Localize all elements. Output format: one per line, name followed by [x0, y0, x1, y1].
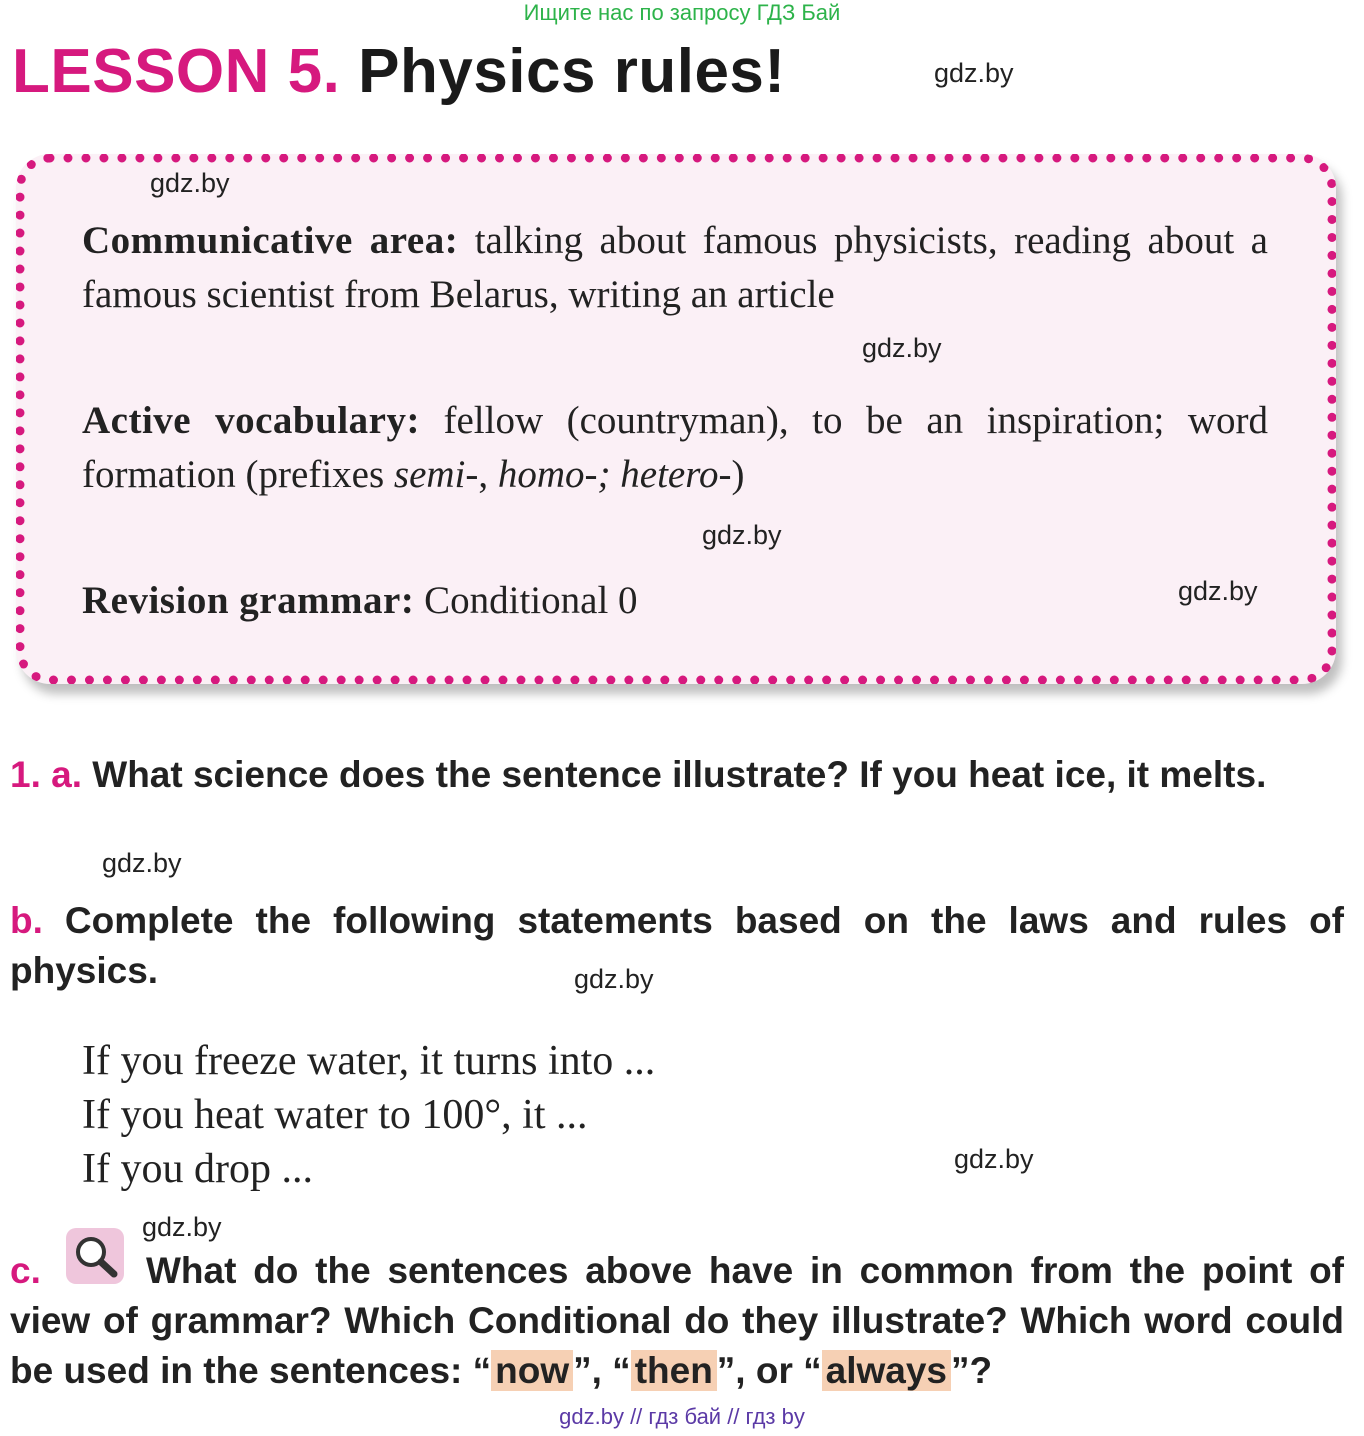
task-1c-text: What do the sentences above have in common from the point of view of grammar? Which Conditional do they illustrate? Which word could be used in the sentences: “ — [10, 1250, 1344, 1391]
footer-links[interactable]: gdz.by // гдз бай // гдз by — [559, 1404, 805, 1429]
sentence-1: If you freeze water, it turns into ... — [82, 1038, 656, 1084]
watermark: gdz.by — [702, 520, 782, 550]
task-1a — [10, 750, 1344, 800]
vocab-text: fellow (countryman), to be an inspiration; word formation (prefixes — [82, 399, 1268, 496]
revision-grammar — [82, 574, 1268, 628]
vocab-label: Active vocabulary: — [82, 399, 420, 442]
vocab-sep: , — [478, 453, 498, 496]
task-1a-text: What science does the sentence illustrate? If you heat ice, it melts. — [82, 754, 1267, 795]
communicative-area — [82, 214, 1268, 322]
vocab-sep — [611, 453, 621, 496]
task-1b-text: Complete the following statements based on the laws and rules of physics. — [10, 900, 1344, 991]
task-1a-mark: 1. a. — [10, 754, 82, 795]
task-1c-mark: c. — [10, 1250, 41, 1291]
sentence-3: If you drop ... — [82, 1146, 313, 1192]
vocab-homo: homo-; — [497, 453, 611, 496]
highlight-now: now — [491, 1350, 573, 1391]
task-1b — [10, 896, 1344, 996]
watermark: gdz.by — [1178, 576, 1258, 606]
vocab-end: -) — [718, 453, 745, 496]
highlight-always: always — [822, 1350, 951, 1391]
quote-end: ”? — [951, 1350, 993, 1391]
lesson-number: LESSON 5. — [12, 37, 341, 106]
top-banner[interactable]: Ищите нас по запросу ГДЗ Бай — [523, 0, 841, 25]
watermark: gdz.by — [150, 168, 230, 198]
grammar-label: Revision grammar: — [82, 579, 415, 622]
active-vocabulary — [82, 394, 1268, 502]
watermark: gdz.by — [142, 1212, 222, 1242]
lesson-title — [12, 36, 786, 107]
task-1c — [10, 1246, 1344, 1396]
quote-sep: ”, “ — [573, 1350, 631, 1391]
highlight-then: then — [631, 1350, 717, 1391]
communicative-label: Communicative area: — [82, 219, 459, 262]
communicative-text: talking about famous physicists, reading about a famous scientist from Belarus, writing an article — [82, 219, 1268, 316]
sentence-2: If you heat water to 100°, it ... — [82, 1092, 588, 1138]
watermark: gdz.by — [934, 58, 1014, 88]
grammar-text: Conditional 0 — [414, 579, 638, 622]
lesson-name: Physics rules! — [358, 37, 786, 106]
vocab-semi: semi- — [393, 453, 479, 496]
watermark: gdz.by — [954, 1144, 1034, 1174]
quote-sep: ”, or “ — [716, 1350, 822, 1391]
task-1b-mark: b. — [10, 900, 43, 941]
vocab-hetero: hetero — [620, 453, 719, 496]
watermark: gdz.by — [862, 333, 942, 363]
watermark: gdz.by — [102, 848, 182, 878]
watermark: gdz.by — [574, 964, 654, 994]
